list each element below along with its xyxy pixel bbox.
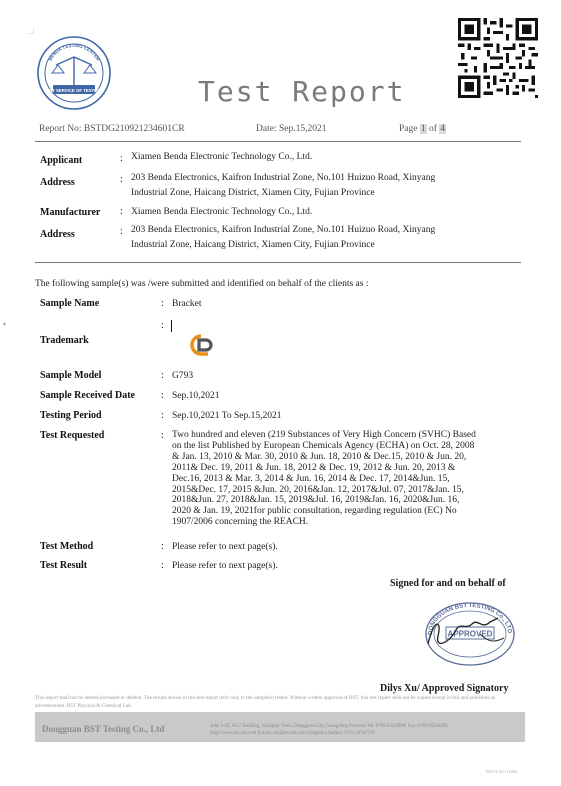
text-cursor — [171, 320, 172, 332]
page-total: 4 — [440, 124, 446, 134]
footer-address-line: Add: 1-2F, No.7 Building, Chang'an Town, Dongguan City, Guangdong Province Tel: 0769-85518986 Fax: 0769-85518296 — [210, 724, 448, 729]
requested-line: 2018&Jun. 27, 2018&Jan. 15, 2019&Jul. 16, 2019&Jan. 16, 2020&Jun. 16, — [172, 495, 460, 506]
report-number: Report No: BSTDG210921234601CR — [39, 124, 185, 134]
manufacturer-name: Xiamen Benda Electronic Technology Co., Ltd. — [131, 207, 313, 217]
colon: : — [161, 390, 164, 401]
colon: : — [120, 153, 123, 164]
period-label: Testing Period — [40, 410, 102, 421]
colon: : — [120, 174, 123, 185]
bst-logo-icon — [36, 35, 112, 111]
requested-line: on the list Published by European Chemicals Agency (ECHA) on Oct. 28, 2008 — [172, 440, 475, 451]
colon: : — [161, 541, 164, 552]
requested-line: 2015&Dec. 17, 2015 &Jun. 20, 2016&Jan. 12, 2017&Jul. 07, 2017&Jan. 15, — [172, 484, 464, 495]
colon: : — [161, 560, 164, 571]
method-label: Test Method — [40, 541, 94, 552]
manufacturer-address-line1: 203 Benda Electronics, Kaifron Industrial Zone, No.101 Huizuo Road, Xinyang — [131, 225, 436, 235]
margin-marker-icon: ▾ — [3, 322, 7, 328]
requested-line: Two hundred and eleven (219 Substances of Very High Concern (SVHC) Based — [172, 430, 476, 440]
colon: : — [161, 410, 164, 421]
period-value: Sep.10,2021 To Sep.15,2021 — [172, 411, 282, 421]
qr-code-icon — [458, 18, 538, 98]
crop-mark-icon — [28, 28, 34, 34]
trademark-label: Trademark — [40, 335, 89, 346]
requested-line: 2020 & Jan. 19, 2021for public consultation, regarding regulation (EC) No — [172, 506, 457, 517]
requested-line: 1907/2006 concerning the REACH. — [172, 517, 309, 528]
manufacturer-address-line2: Industrial Zone, Haicang District, Xiamen City, Fujian Province — [131, 240, 375, 250]
sample-model-label: Sample Model — [40, 370, 102, 381]
report-title: Test Report — [198, 75, 406, 108]
logo-ring-text-top: BENDA TESTING CENTER — [47, 42, 101, 62]
trademark-logo-icon — [186, 334, 218, 356]
colon: : — [120, 226, 123, 237]
page-indicator — [399, 124, 446, 134]
page-current: 1 — [420, 124, 426, 134]
colon: : — [161, 430, 164, 441]
approved-stamp-icon — [420, 600, 518, 670]
applicant-label: Applicant — [40, 155, 83, 166]
requested-line: 2011& Dec. 19, 2011 & Jun. 18, 2012 & Dec. 19, 2012 & Jun. 20, 2013 & — [172, 462, 456, 473]
page-of: of — [428, 124, 437, 134]
colon: : — [120, 206, 123, 217]
applicant-name: Xiamen Benda Electronic Technology Co., Ltd. — [131, 152, 313, 162]
section-rule — [35, 262, 521, 263]
requested-line: Dec.16, 2013 & Mar. 3, 2014 & Jun. 16, 2014 & Dec. 17, 2014&Jun. 15, — [172, 473, 450, 484]
stamp-center-text: APPROVED — [447, 629, 493, 639]
applicant-address-label: Address — [40, 177, 75, 188]
result-value: Please refer to next page(s). — [172, 561, 278, 571]
page-prefix: Page — [399, 124, 418, 134]
logo-ring-text: BST SERVICE OF TESTING — [46, 87, 102, 93]
colon: : — [161, 370, 164, 381]
signed-on-behalf: Signed for and on behalf of — [390, 578, 506, 589]
colon: : — [161, 298, 164, 309]
intro-text: The following sample(s) was /were submitted and identified on behalf of the clients as : — [35, 279, 369, 289]
sample-name-value: Bracket — [172, 299, 202, 309]
approved-signatory: Dilys Xu/ Approved Signatory — [380, 683, 509, 694]
requested-text — [172, 430, 522, 528]
applicant-address-line1: 203 Benda Electronics, Kaifron Industrial Zone, No.101 Huizuo Road, Xinyang — [131, 173, 436, 183]
result-label: Test Result — [40, 560, 88, 571]
applicant-address-line2: Industrial Zone, Haicang District, Xiamen City, Fujian Province — [131, 188, 375, 198]
report-date: Date: Sep.15,2021 — [256, 124, 327, 134]
footer-company: Dongguan BST Testing Co., Ltd — [42, 724, 165, 734]
method-value: Please refer to next page(s). — [172, 542, 278, 552]
requested-label: Test Requested — [40, 430, 105, 441]
received-value: Sep.10,2021 — [172, 391, 220, 401]
colon: : — [161, 320, 164, 331]
header-rule — [35, 141, 521, 142]
footer-address — [210, 723, 520, 737]
sample-model-value: G793 — [172, 371, 194, 381]
footer-address-line: Http://www.bst-lab.com E-mail: bst@bst-lab.com Complaint hotline: 0755-26747779 — [210, 731, 375, 736]
manufacturer-address-label: Address — [40, 229, 75, 240]
stamp-ring-text: DONGGUAN BST TESTING Co., LTD — [427, 602, 513, 636]
manufacturer-label: Manufacturer — [40, 207, 101, 218]
sample-name-label: Sample Name — [40, 298, 100, 309]
document-code: BSTG-SG-11002 — [486, 769, 518, 774]
requested-line: & Jan. 13, 2010 & Mar. 30, 2010 & Jun. 18, 2010 & Dec.15, 2010 & Jun. 20, — [172, 451, 467, 462]
received-label: Sample Received Date — [40, 390, 135, 401]
disclaimer-text: This report shall not be altered,increased or deleted. The results shown in this test report refer only to the sample(s) tested. Without written approval of BST, this test report shall not be copied except in full and published as advertisement. BST Physical & Chemical Lab. — [35, 695, 496, 709]
